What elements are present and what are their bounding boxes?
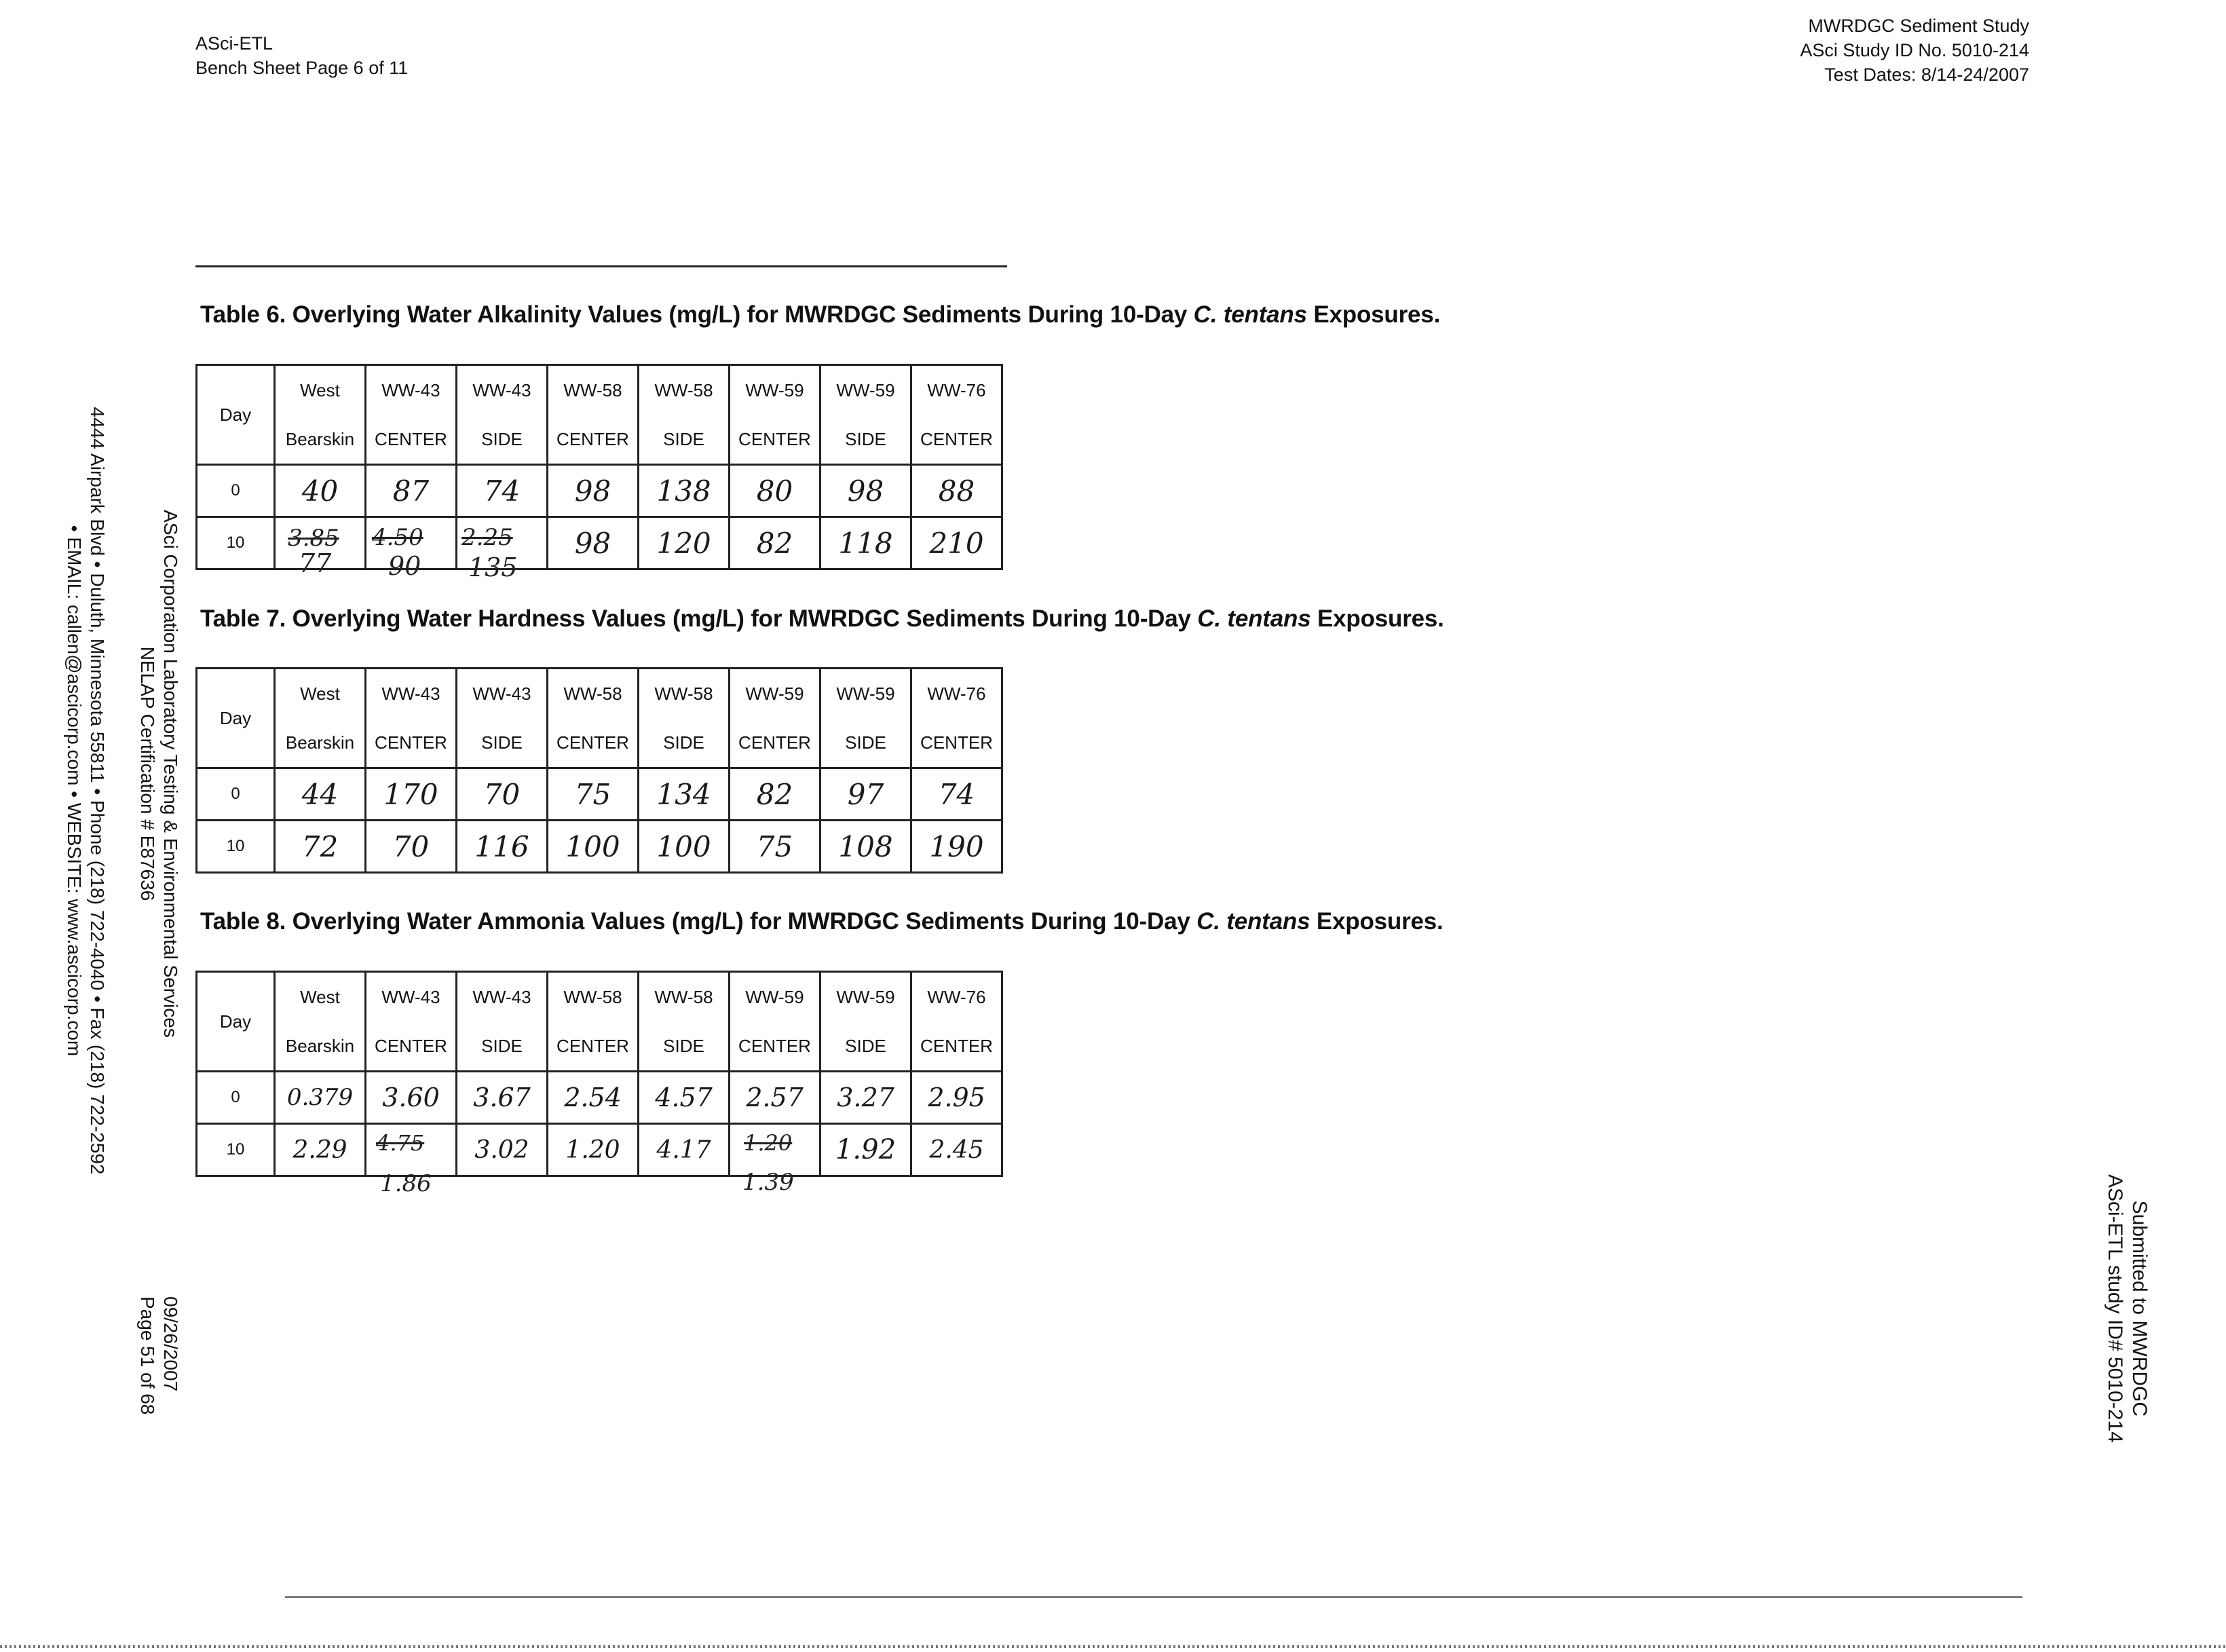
test-dates: Test Dates: 8/14-24/2007 [1824,64,2029,85]
value-cell: 4.57 [639,1072,730,1124]
value-cell: 3.02 [457,1124,548,1176]
header-right [1800,14,2029,87]
col-header-top: WW-76 [911,669,1002,719]
report-date-block [136,1296,182,1414]
value-cell: 75 [730,821,820,873]
col-header-top: WW-43 [366,669,457,719]
col-header-bottom: CENTER [366,718,457,768]
table7-hardness [195,667,1003,874]
col-header-top: WW-58 [639,365,730,415]
value-cell: 190 [911,821,1002,873]
header-left [195,31,408,80]
value-cell: 72 [275,821,366,873]
table7-caption: Table 7. Overlying Water Hardness Values (mg/L) for MWRDGC Sediments During 10-Day C. tentans Exposures. [200,605,1444,632]
col-header-bottom: CENTER [730,718,820,768]
value-cell: 88 [911,465,1002,517]
value-cell: 70 [366,821,457,873]
lab-name: ASci-ETL [195,33,273,54]
table-row [197,1124,1002,1176]
scan-line [285,1596,2022,1598]
col-header-bottom: CENTER [548,718,639,768]
table-row [197,821,1002,873]
col-header-bottom: Bearskin [275,718,366,768]
day-header: Day [197,669,275,768]
value-cell: 3.27 [820,1072,911,1124]
col-header-top: West [275,972,366,1022]
value-cell: 100 [639,821,730,873]
col-header-bottom: SIDE [820,718,911,768]
correction-old: 2.25 [461,524,513,551]
value-cell: 97 [820,768,911,821]
header-rule [195,265,1007,267]
table6-caption: Table 6. Overlying Water Alkalinity Values (mg/L) for MWRDGC Sediments During 10-Day C. tentans Exposures. [200,301,1441,328]
correction-new: 1.86 [380,1170,432,1197]
value-cell: 210 [911,517,1002,569]
col-header-bottom: CENTER [548,415,639,465]
table-row [197,768,1002,821]
value-cell: 100 [548,821,639,873]
value-cell: 170 [366,768,457,821]
day-cell: 10 [197,517,275,569]
nelap-cert: NELAP Certification # E87636 [137,646,158,901]
correction-new: 90 [388,551,421,581]
col-header-bottom: Bearskin [275,1021,366,1072]
value-cell: 74 [457,465,548,517]
correction-old: 1.20 [744,1130,793,1156]
value-cell: 3.60 [366,1072,457,1124]
col-header-top: WW-58 [548,972,639,1022]
study-title: MWRDGC Sediment Study [1808,16,2029,36]
col-header-bottom: SIDE [457,415,548,465]
value-cell: 138 [639,465,730,517]
col-header-bottom: Bearskin [275,415,366,465]
col-header-bottom: CENTER [730,415,820,465]
value-cell: 118 [820,517,911,569]
lab-services: ASci Corporation Laboratory Testing & Environmental Services [160,510,181,1038]
col-header-top: WW-43 [457,365,548,415]
col-header-top: WW-58 [548,365,639,415]
col-header-bottom: SIDE [457,1021,548,1072]
day-cell: 10 [197,821,275,873]
col-header-bottom: CENTER [911,1021,1002,1072]
col-header-bottom: SIDE [639,415,730,465]
value-cell: 2.45 [911,1124,1002,1176]
value-cell: 74 [911,768,1002,821]
col-header-top: WW-58 [639,669,730,719]
value-cell: 87 [366,465,457,517]
submitted-to: Submitted to MWRDGC [2128,1200,2151,1417]
correction-old: 3.85 [288,525,339,552]
lab-address: 4444 Airpark Blvd • Duluth, Minnesota 55811 • Phone (218) 722-4040 • Fax (218) 722-2592 [87,407,108,1175]
correction-new: 135 [468,552,518,582]
col-header-top: WW-59 [730,972,820,1022]
col-header-top: WW-43 [457,669,548,719]
correction-new: 77 [299,548,332,578]
study-id: ASci Study ID No. 5010-214 [1800,40,2029,60]
day-header: Day [197,365,275,465]
submitted-block [2102,1174,2151,1443]
value-cell: 0.379 [275,1072,366,1124]
col-header-bottom: SIDE [639,718,730,768]
bench-sheet-page: Bench Sheet Page 6 of 11 [195,58,409,78]
col-header-bottom: SIDE [639,1021,730,1072]
value-cell: 82 [730,768,820,821]
col-header-bottom: CENTER [911,718,1002,768]
day-cell: 0 [197,1072,275,1124]
value-cell: 1.20 [548,1124,639,1176]
col-header-bottom: CENTER [911,415,1002,465]
value-cell: 70 [457,768,548,821]
value-cell: 134 [639,768,730,821]
value-cell: 116 [457,821,548,873]
col-header-bottom: CENTER [366,415,457,465]
col-header-bottom: CENTER [730,1021,820,1072]
col-header-top: WW-59 [730,669,820,719]
value-cell: 80 [730,465,820,517]
correction-old: 4.50 [372,524,423,551]
value-cell: 2.54 [548,1072,639,1124]
col-header-top: West [275,669,366,719]
value-cell: 82 [730,517,820,569]
value-cell: 98 [548,465,639,517]
col-header-bottom: CENTER [548,1021,639,1072]
value-cell: 3.67 [457,1072,548,1124]
col-header-top: WW-59 [820,669,911,719]
value-cell: 2.95 [911,1072,1002,1124]
day-cell: 0 [197,768,275,821]
col-header-top: WW-59 [820,972,911,1022]
col-header-top: WW-76 [911,365,1002,415]
col-header-bottom: SIDE [820,1021,911,1072]
value-cell: 1.92 [820,1124,911,1176]
col-header-top: WW-43 [457,972,548,1022]
value-cell: 44 [275,768,366,821]
table8-caption: Table 8. Overlying Water Ammonia Values (mg/L) for MWRDGC Sediments During 10-Day C. tentans Exposures. [200,908,1444,935]
col-header-top: WW-43 [366,365,457,415]
table-row [197,1072,1002,1124]
value-cell: 2.57 [730,1072,820,1124]
col-header-top: WW-58 [548,669,639,719]
value-cell: 40 [275,465,366,517]
value-cell: 98 [548,517,639,569]
value-cell: 108 [820,821,911,873]
scan-edge [0,1645,2226,1648]
report-date: 09/26/2007 [160,1296,181,1392]
col-header-top: WW-58 [639,972,730,1022]
col-header-top: West [275,365,366,415]
col-header-top: WW-59 [820,365,911,415]
col-header-top: WW-59 [730,365,820,415]
day-cell: 0 [197,465,275,517]
value-cell: 75 [548,768,639,821]
correction-new: 1.39 [742,1169,794,1196]
col-header-bottom: SIDE [457,718,548,768]
day-header: Day [197,972,275,1072]
col-header-bottom: SIDE [820,415,911,465]
value-cell: 2.29 [275,1124,366,1176]
value-cell: 4.17 [639,1124,730,1176]
col-header-top: WW-76 [911,972,1002,1022]
report-page: Page 51 of 68 [137,1296,158,1415]
value-cell: 120 [639,517,730,569]
table-row [197,465,1002,517]
day-cell: 10 [197,1124,275,1176]
table8-ammonia [195,971,1003,1177]
study-id-footer: ASci-ETL study ID# 5010-214 [2104,1174,2126,1443]
lab-contact: • EMAIL: callen@ascicorp.com • WEBSITE: www.ascicorp.com [64,525,85,1057]
col-header-bottom: CENTER [366,1021,457,1072]
value-cell: 98 [820,465,911,517]
correction-old: 4.75 [376,1130,425,1156]
col-header-top: WW-43 [366,972,457,1022]
